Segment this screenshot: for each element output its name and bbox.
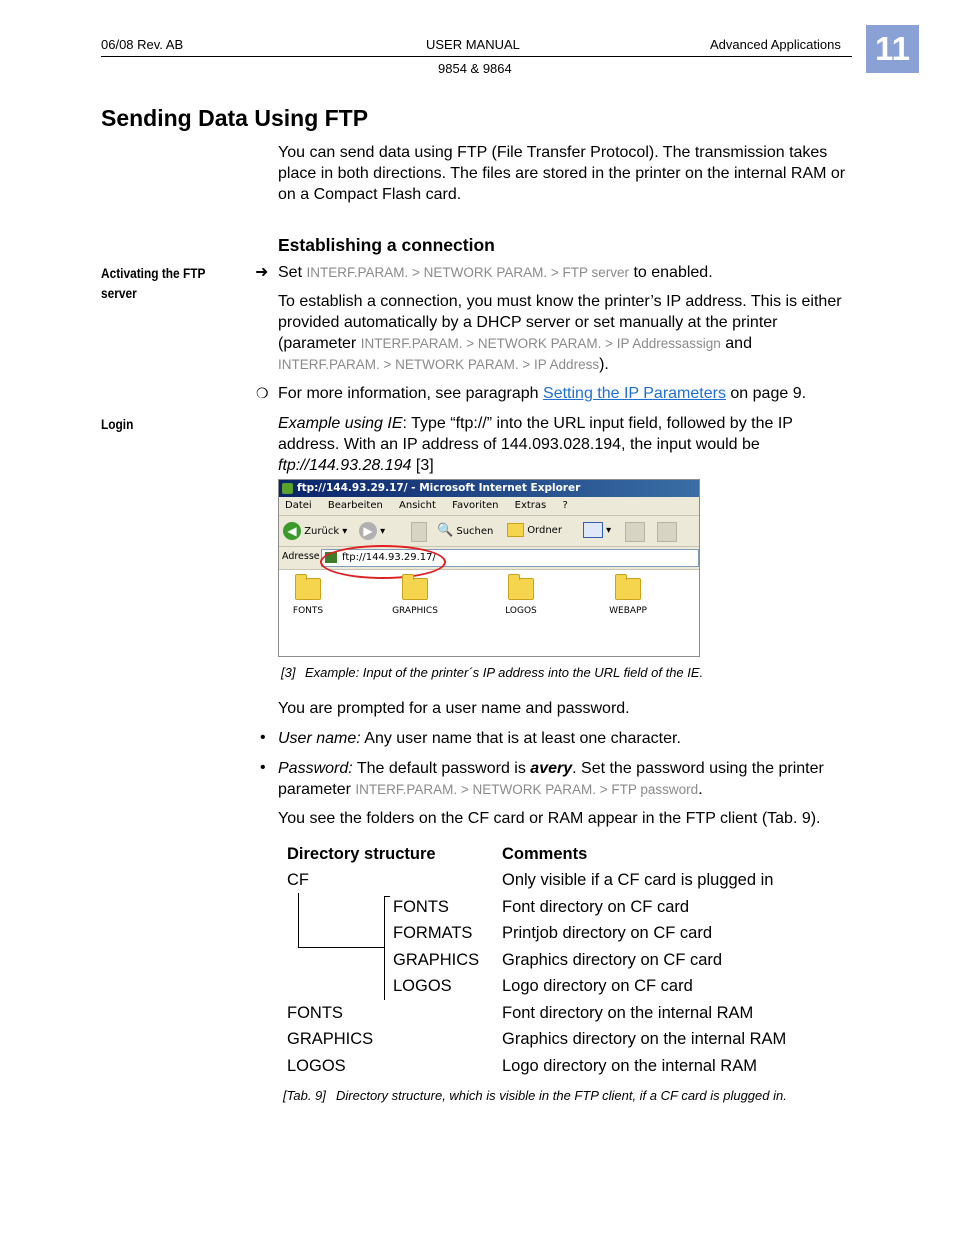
tree-line-bracket-top [384,896,390,897]
table-dir-cf-logos: LOGOS [393,977,452,995]
ip-parameters-link[interactable]: Setting the IP Parameters [543,385,726,402]
folders-button[interactable] [507,522,562,540]
folder-label: WEBAPP [609,606,647,616]
table-dir-cf-formats: FORMATS [393,924,473,942]
folders-label: Ordner [527,525,562,536]
user-text: Any user name that is at least one character. [364,730,681,747]
password-label: Password: [278,760,353,777]
forward-button[interactable]: ▶ ▾ [359,522,385,540]
password-text1: The default password is [356,760,526,777]
back-label: Zurück [304,526,340,537]
folders-paragraph: You see the folders on the CF card or RAM appear in the FTP client (Tab. 9). [278,810,821,827]
folder-label: LOGOS [505,606,537,616]
address-label: Adresse [282,551,320,562]
menu-datei[interactable]: Datei [285,500,312,511]
folders-icon [507,523,524,537]
folder-label: GRAPHICS [392,606,438,616]
param-ftp-server: INTERF.PARAM. > NETWORK PARAM. > FTP server [306,265,630,280]
move-to-icon[interactable] [625,522,645,542]
ie-app-icon [282,483,293,494]
set-instruction [278,262,858,283]
password-text2: . Set the password using the printer parameter [278,760,824,798]
chapter-number: 11 [866,25,919,73]
param-ftp-password: INTERF.PARAM. > NETWORK PARAM. > FTP password [355,782,699,797]
table-dir-cf-fonts: FONTS [393,898,449,916]
establish-paragraph [278,291,858,375]
bullet-user: • [260,729,266,746]
table-header-directory: Directory structure [287,845,436,863]
menu-favoriten[interactable]: Favoriten [452,500,499,511]
more-prefix: For more information, see paragraph [278,385,539,402]
set-prefix: Set [278,264,303,281]
page-title: Sending Data Using FTP [101,105,369,131]
intro-paragraph: You can send data using FTP (File Transfer Protocol). The transmission takes place in both directions. The files are stored in the printer on the internal RAM or on a Compact Flash card. [278,144,846,203]
tree-line-bracket [384,896,385,1000]
password-item [278,758,848,800]
table-caption-number: [Tab. 9] [283,1088,326,1103]
menu-ansicht[interactable]: Ansicht [399,500,436,511]
password-end: . [698,781,703,798]
address-value: ftp://144.93.29.17/ [342,552,436,563]
establish-and: and [725,335,752,352]
search-label: Suchen [456,526,494,537]
establish-text: To establish a connection, you must know the printer’s IP address. This is either provided automatically by a DHCP server or set manually at the printer (parameter [278,293,842,352]
menu-extras[interactable]: Extras [514,500,547,511]
side-label-activating: Activating the FTP server [101,265,206,301]
folder-logos[interactable] [491,578,551,616]
header-manual: USER MANUAL [426,37,520,52]
back-button[interactable]: ◀ Zurück ▾ [283,522,347,540]
establish-end: ). [599,356,609,373]
header-models: 9854 & 9864 [438,61,512,76]
prompt-text: You are prompted for a user name and password. [278,700,630,717]
bullet-password: • [260,759,266,776]
table-comment: Logo directory on the internal RAM [502,1057,757,1075]
table-dir-cf: CF [287,871,309,889]
table-caption: Directory structure, which is visible in the FTP client, if a CF card is plugged in. [336,1088,787,1103]
more-suffix: on page 9. [730,385,807,402]
table-dir-logos: LOGOS [287,1057,346,1075]
section-heading: Establishing a connection [278,235,495,255]
figure-caption-number: [3] [281,665,296,680]
tree-line-horizontal [298,947,384,948]
figure-caption: Example: Input of the printer´s IP address into the URL field of the IE. [305,665,704,680]
set-suffix: to enabled. [633,264,713,281]
folder-fonts[interactable] [278,578,338,616]
table-comment: Only visible if a CF card is plugged in [502,871,774,889]
tree-line-vertical [298,893,299,948]
views-icon [583,522,603,538]
folder-graphics[interactable] [385,578,445,616]
table-dir-fonts: FONTS [287,1004,343,1022]
menu-help[interactable]: ? [562,500,568,511]
ie-title-bar [279,480,699,497]
table-dir-cf-graphics: GRAPHICS [393,951,480,969]
header-rule [101,56,852,57]
param-ip-address: INTERF.PARAM. > NETWORK PARAM. > IP Address [278,357,600,372]
side-label-login: Login [101,416,134,432]
user-label: User name: [278,730,361,747]
up-folder-icon[interactable] [411,522,427,542]
example-url: ftp://144.93.28.194 [278,457,412,474]
table-header-comments: Comments [502,845,588,863]
example-label: Example using IE [278,415,403,432]
login-paragraph [278,413,843,476]
table-comment: Graphics directory on CF card [502,951,723,969]
example-ref: [3] [415,457,434,474]
table-comment: Graphics directory on the internal RAM [502,1030,787,1048]
folder-icon [402,578,428,600]
header-section: Advanced Applications [710,37,841,52]
user-name-item [278,728,858,749]
folder-icon [508,578,534,600]
table-comment: Font directory on CF card [502,898,690,916]
password-value: avery [530,760,573,777]
views-button[interactable]: ▾ [583,522,611,540]
folder-icon [615,578,641,600]
search-icon: 🔍 [437,523,454,538]
table-comment: Logo directory on CF card [502,977,693,995]
more-info [278,383,858,404]
header-revision: 06/08 Rev. AB [101,37,184,52]
table-comment: Font directory on the internal RAM [502,1004,754,1022]
copy-to-icon[interactable] [657,522,677,542]
folder-label: FONTS [292,606,324,616]
folder-webapp[interactable] [598,578,658,616]
param-ip-assign: INTERF.PARAM. > NETWORK PARAM. > IP Addressassign [360,336,721,351]
ie-title-text: ftp://144.93.29.17/ - Microsoft Internet Explorer [297,482,581,494]
menu-bearbeiten[interactable]: Bearbeiten [327,500,383,511]
arrow-icon: ➜ [255,264,269,281]
search-button[interactable] [437,522,493,540]
example-text: : Type “ftp://” into the URL input field, followed by the IP address. With an IP address of 144.093.028.194, the input would be [278,415,793,453]
table-comment: Printjob directory on CF card [502,924,712,942]
table-dir-graphics: GRAPHICS [287,1030,374,1048]
back-arrow-icon: ◀ [283,522,301,540]
folder-icon [295,578,321,600]
ie-toolbar [279,516,699,547]
highlight-ellipse [320,545,446,579]
circle-bullet-icon: ❍ [256,385,269,401]
forward-arrow-icon: ▶ [359,522,377,540]
ie-menu-bar [279,497,699,516]
